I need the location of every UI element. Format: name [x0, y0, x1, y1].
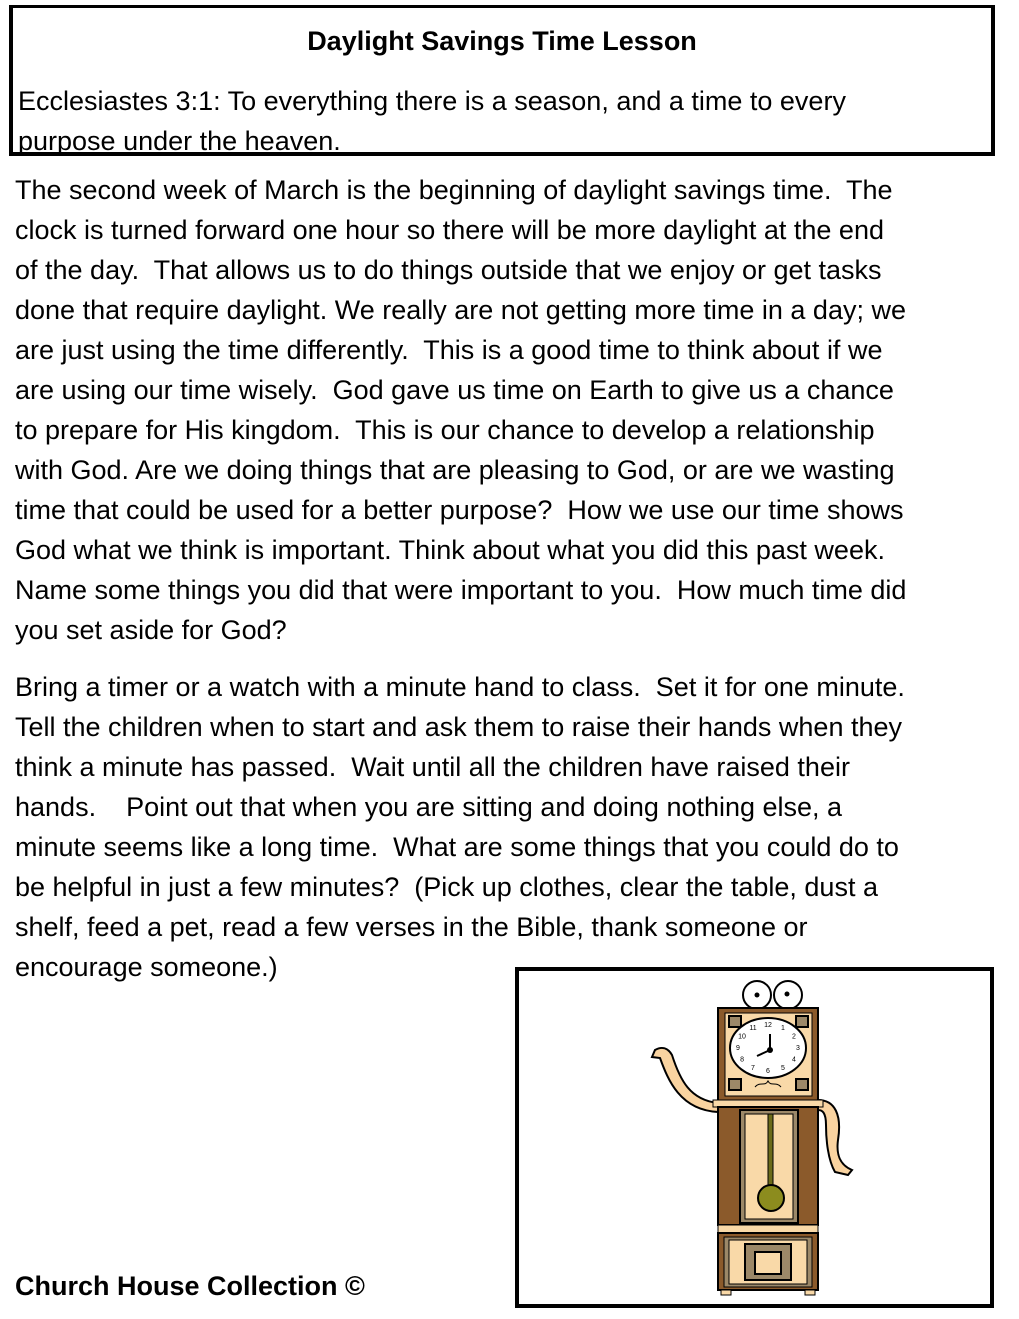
text-line: God what we think is important. Think about what you did this past week.	[15, 535, 885, 565]
clock-number: 9	[736, 1045, 740, 1052]
text-line: encourage someone.)	[15, 952, 278, 982]
clock-number: 12	[764, 1022, 772, 1029]
clock-illustration-box	[515, 967, 994, 1308]
pendulum-bob	[758, 1185, 784, 1211]
clock-number: 3	[796, 1045, 800, 1052]
text-line: time that could be used for a better purpose? How we use our time shows	[15, 495, 904, 525]
text-line: to prepare for His kingdom. This is our chance to develop a relationship	[15, 415, 875, 445]
clock-number: 7	[751, 1064, 755, 1072]
clock-number: 10	[738, 1033, 746, 1041]
grandfather-clock-illustration	[519, 971, 990, 1304]
text-line: Name some things you did that were important to you. How much time did	[15, 575, 907, 605]
pendulum-rod	[768, 1114, 773, 1190]
clock-number: 11	[749, 1025, 757, 1033]
clock-number: 4	[792, 1056, 796, 1064]
paragraph-intro	[15, 170, 906, 650]
clock-number: 2	[792, 1033, 796, 1041]
clock-number: 1	[781, 1025, 785, 1033]
page-title: Daylight Savings Time Lesson	[307, 26, 697, 56]
bible-verse	[18, 81, 846, 161]
text-line: are using our time wisely. God gave us time on Earth to give us a chance	[15, 375, 894, 405]
text-line: The second week of March is the beginning of daylight savings time. The	[15, 175, 893, 205]
text-line: you set aside for God?	[15, 615, 287, 645]
text-line: clock is turned forward one hour so there will be more daylight at the end	[15, 215, 884, 245]
verse-line: purpose under the heaven.	[18, 126, 341, 156]
text-line: are just using the time differently. This is a good time to think about if we	[15, 335, 883, 365]
clock-number: 6	[766, 1068, 770, 1075]
text-line: be helpful in just a few minutes? (Pick up clothes, clear the table, dust a	[15, 872, 878, 902]
text-line: Bring a timer or a watch with a minute hand to class. Set it for one minute.	[15, 672, 905, 702]
paragraph-activity	[15, 667, 905, 987]
text-line: hands. Point out that when you are sitting and doing nothing else, a	[15, 792, 843, 822]
text-line: Tell the children when to start and ask them to raise their hands when they	[15, 712, 902, 742]
copyright-footer: Church House Collection ©	[15, 1271, 365, 1301]
text-line: shelf, feed a pet, read a few verses in the Bible, thank someone or	[15, 912, 808, 942]
text-line: done that require daylight. We really are not getting more time in a day; we	[15, 295, 906, 325]
clock-number: 8	[740, 1056, 744, 1064]
clock-number: 5	[781, 1064, 785, 1072]
right-arm	[818, 1100, 852, 1175]
text-line: think a minute has passed. Wait until all the children have raised their	[15, 752, 850, 782]
left-arm	[652, 1048, 718, 1112]
text-line: of the day. That allows us to do things outside that we enjoy or get tasks	[15, 255, 882, 285]
title-box	[9, 5, 995, 156]
text-line: minute seems like a long time. What are some things that you could do to	[15, 832, 899, 862]
text-line: with God. Are we doing things that are pleasing to God, or are we wasting	[15, 455, 895, 485]
verse-line: Ecclesiastes 3:1: To everything there is a season, and a time to every	[18, 86, 846, 116]
